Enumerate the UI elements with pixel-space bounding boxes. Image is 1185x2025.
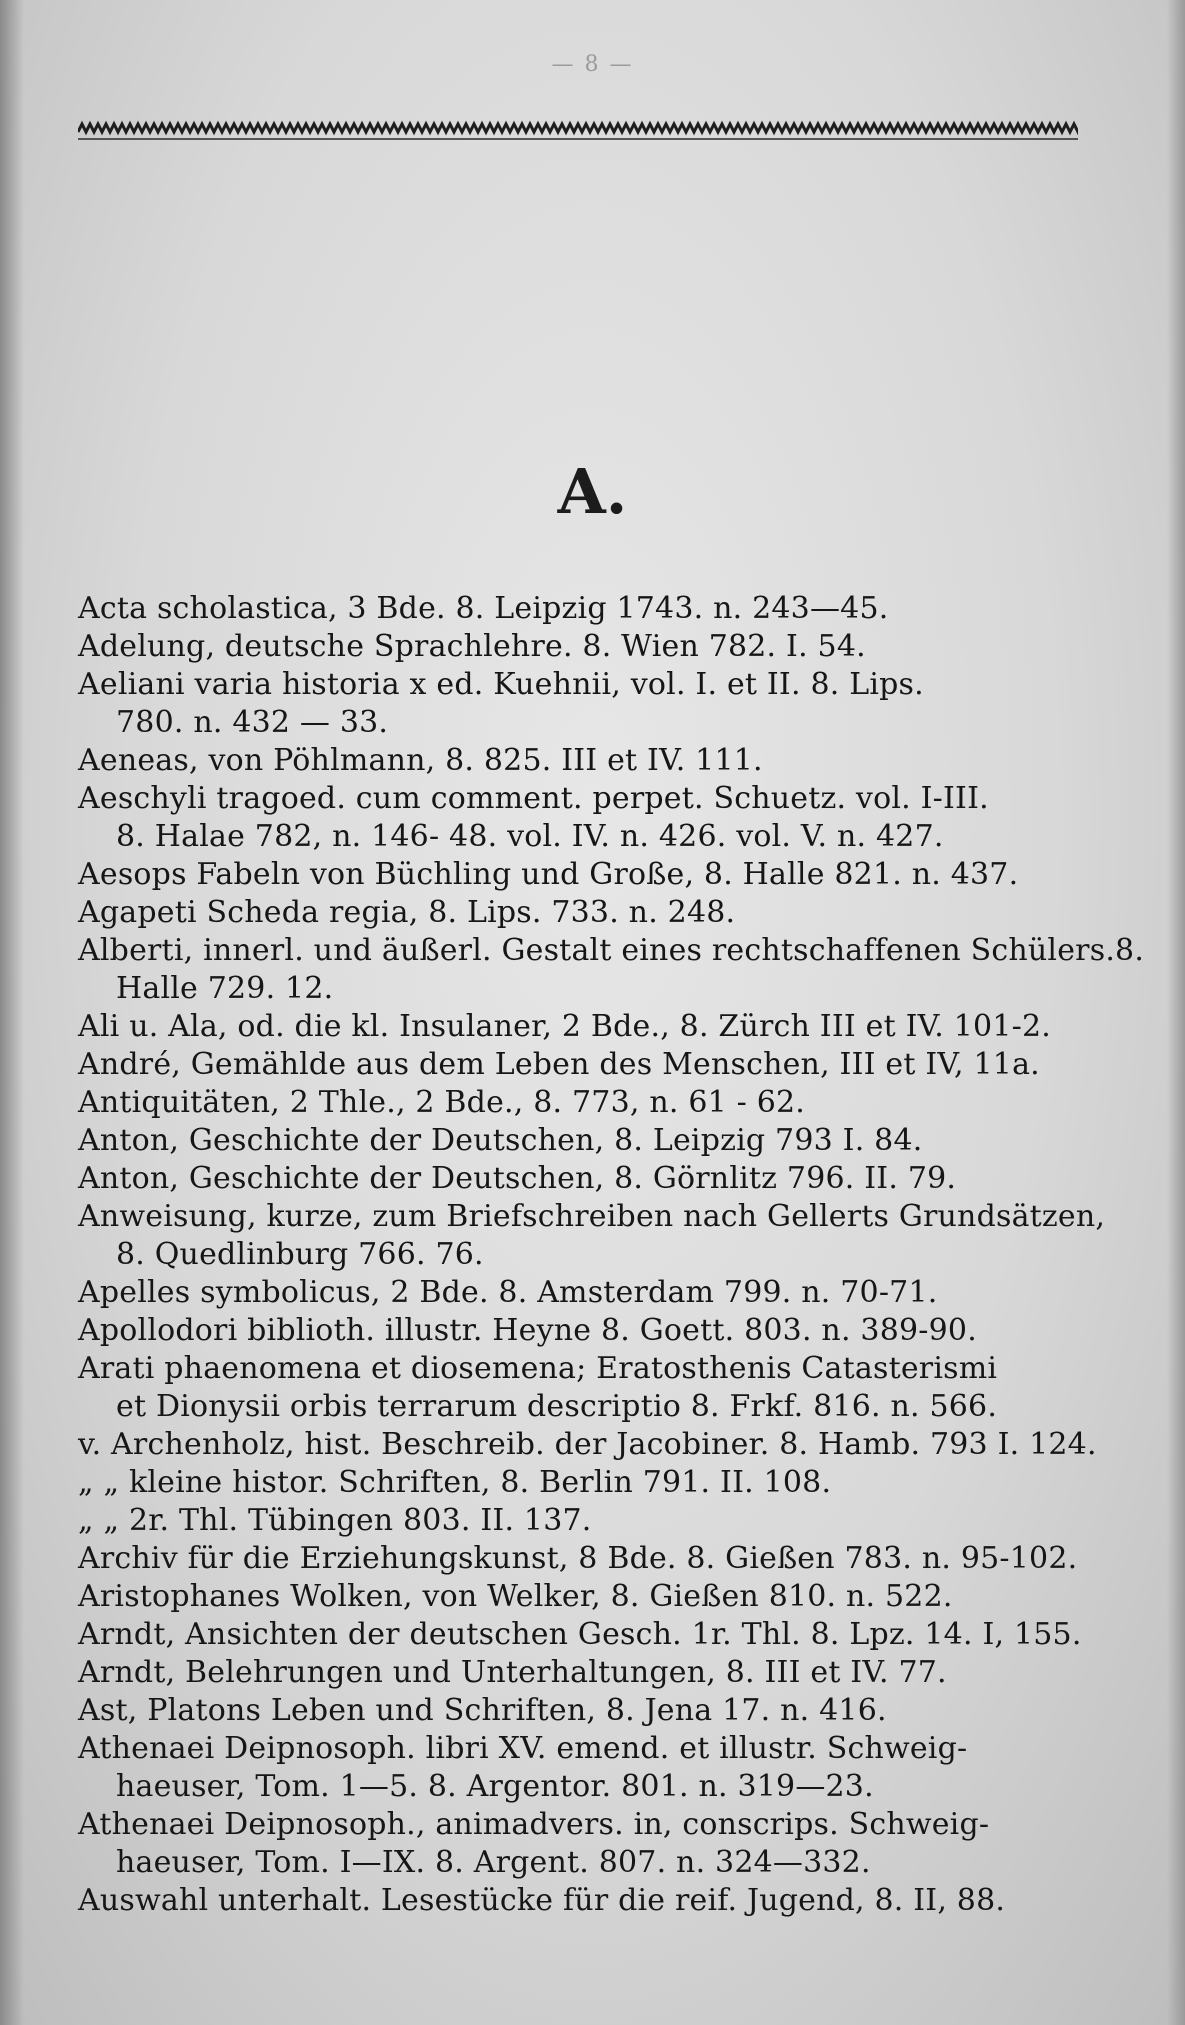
entry-text: Anton, Geschichte der Deutschen, 8. Leipzig 793 I. 84. [78, 1123, 923, 1158]
entry-text: Athenaei Deipnosoph., animadvers. in, conscrips. Schweig- [78, 1807, 990, 1842]
entry-text: Aeliani varia historia x ed. Kuehnii, vol. I. et II. 8. Lips. [78, 667, 924, 702]
entry-text: André, Gemählde aus dem Leben des Menschen, III et IV, 11a. [78, 1047, 1040, 1082]
entry-text: Apollodori biblioth. illustr. Heyne 8. Goett. 803. n. 389-90. [78, 1313, 977, 1348]
index-entry [78, 1274, 1088, 1312]
index-entry [78, 1692, 1088, 1730]
entry-text: Anton, Geschichte der Deutschen, 8. Görnlitz 796. II. 79. [78, 1161, 957, 1196]
entry-continuation: 8. Quedlinburg 766. 76. [116, 1237, 484, 1272]
index-entry [78, 780, 1088, 856]
entry-text: Auswahl unterhalt. Lesestücke für die reif. Jugend, 8. II, 88. [78, 1883, 1006, 1918]
index-entry [78, 856, 1088, 894]
entry-text: v. Archenholz, hist. Beschreib. der Jacobiner. 8. Hamb. 793 I. 124. [78, 1427, 1097, 1462]
entry-text: Archiv für die Erziehungskunst, 8 Bde. 8. Gießen 783. n. 95-102. [78, 1541, 1078, 1576]
index-entry [78, 932, 1145, 1008]
index-entry [78, 1882, 1088, 1920]
entry-text: Alberti, innerl. und äußerl. Gestalt eines rechtschaffenen Schülers.8. [78, 933, 1145, 968]
index-entry [78, 742, 1088, 780]
section-letter: A. [557, 455, 628, 528]
index-entry [78, 1616, 1088, 1654]
entry-text: Arati phaenomena et diosemena; Eratosthenis Catasterismi [78, 1351, 998, 1386]
index-entry [78, 1540, 1088, 1578]
page-number: — 8 — [551, 52, 634, 77]
entry-text: Anweisung, kurze, zum Briefschreiben nach Gellerts Grundsätzen, [78, 1199, 1106, 1234]
entry-text: „ „ kleine histor. Schriften, 8. Berlin 791. II. 108. [78, 1465, 832, 1500]
index-entry [78, 1198, 1106, 1274]
index-entry [78, 1464, 1088, 1502]
index-entry [78, 1806, 1088, 1882]
entry-text: Adelung, deutsche Sprachlehre. 8. Wien 782. I. 54. [78, 629, 866, 664]
entry-text: „ „ 2r. Thl. Tübingen 803. II. 137. [78, 1503, 592, 1538]
index-entry [78, 628, 1088, 666]
index-entry [78, 1730, 1088, 1806]
entry-text: Aeschyli tragoed. cum comment. perpet. Schuetz. vol. I-III. [78, 781, 989, 816]
entry-text: Athenaei Deipnosoph. libri XV. emend. et illustr. Schweig- [78, 1731, 968, 1766]
entry-text: Aristophanes Wolken, von Welker, 8. Gießen 810. n. 522. [78, 1579, 953, 1614]
index-entry [78, 894, 1088, 932]
index-entry [78, 1160, 1088, 1198]
entry-text: Ali u. Ala, od. die kl. Insulaner, 2 Bde., 8. Zürch III et IV. 101-2. [78, 1009, 1051, 1044]
entry-continuation: haeuser, Tom. 1—5. 8. Argentor. 801. n. 319—23. [116, 1769, 874, 1804]
index-entry [78, 1502, 1088, 1540]
entry-continuation: Halle 729. 12. [116, 971, 334, 1006]
entry-text: Aeneas, von Pöhlmann, 8. 825. III et IV. 111. [78, 743, 763, 778]
index-entry [78, 1008, 1088, 1046]
entry-text: Agapeti Scheda regia, 8. Lips. 733. n. 248. [78, 895, 736, 930]
index-entry [78, 1122, 1088, 1160]
index-entry [78, 1084, 1088, 1122]
index-entry [78, 1654, 1088, 1692]
index-entry [78, 1046, 1088, 1084]
index-entry [78, 590, 1088, 628]
ornamental-rule [78, 120, 1078, 142]
entry-continuation: 8. Halae 782, n. 146- 48. vol. IV. n. 426. vol. V. n. 427. [116, 819, 944, 854]
index-entry [78, 666, 1088, 742]
index-entry [78, 1578, 1088, 1616]
entry-continuation: et Dionysii orbis terrarum descriptio 8. Frkf. 816. n. 566. [116, 1389, 998, 1424]
entry-text: Arndt, Belehrungen und Unterhaltungen, 8. III et IV. 77. [78, 1655, 947, 1690]
entry-list [78, 590, 1145, 1920]
index-entry [78, 1426, 1097, 1464]
entry-text: Aesops Fabeln von Büchling und Große, 8. Halle 821. n. 437. [78, 857, 1019, 892]
index-entry [78, 1312, 1088, 1350]
entry-text: Acta scholastica, 3 Bde. 8. Leipzig 1743. n. 243—45. [78, 591, 889, 626]
entry-continuation: 780. n. 432 — 33. [116, 705, 389, 740]
entry-text: Arndt, Ansichten der deutschen Gesch. 1r. Thl. 8. Lpz. 14. I, 155. [78, 1617, 1082, 1652]
entry-text: Apelles symbolicus, 2 Bde. 8. Amsterdam 799. n. 70-71. [78, 1275, 938, 1310]
entry-continuation: haeuser, Tom. I—IX. 8. Argent. 807. n. 324—332. [116, 1845, 871, 1880]
index-entry [78, 1350, 1088, 1426]
entry-text: Ast, Platons Leben und Schriften, 8. Jena 17. n. 416. [78, 1693, 887, 1728]
entry-text: Antiquitäten, 2 Thle., 2 Bde., 8. 773, n. 61 - 62. [78, 1085, 806, 1120]
